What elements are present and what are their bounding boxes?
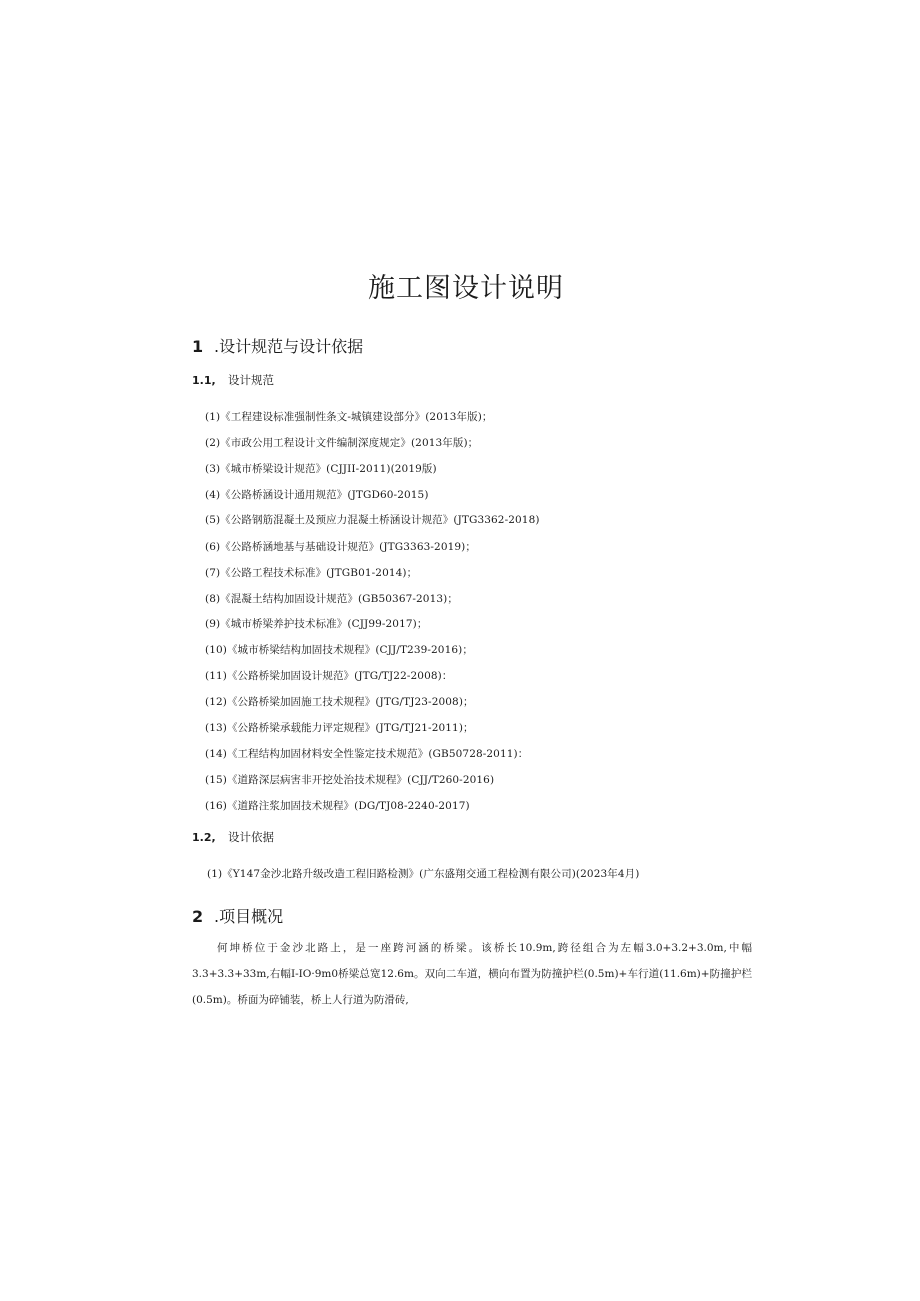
- list-item: (4)《公路桥涵设计通用规范》(JTGD60-2015): [205, 489, 429, 501]
- list-item: (12)《公路桥梁加固施工技术规程》(JTG/TJ23-2008)；: [205, 696, 474, 708]
- list-item: (6)《公路桥涵地基与基础设计规范》(JTG3363-2019)；: [205, 541, 476, 553]
- section-1-title: .设计规范与设计依据: [214, 337, 364, 356]
- list-item: (14)《工程结构加固材料安全性鉴定技术规范》(GB50728-2011)：: [205, 748, 529, 760]
- list-item: (2)《市政公用工程设计文件编制深度规定》(2013年版)；: [205, 437, 479, 449]
- list-item: (16)《道路注浆加固技术规程》(DG/TJ08-2240-2017): [205, 800, 470, 812]
- list-item: (8)《混凝土结构加固设计规范》(GB50367-2013)；: [205, 593, 458, 605]
- section-2-number: 2: [192, 907, 204, 926]
- subsection-1-1-heading: [192, 372, 274, 388]
- subsection-1-2-heading: [192, 829, 274, 845]
- list-item: (1)《工程建设标准强制性条文-城镇建设部分》(2013年版)；: [205, 411, 493, 423]
- list-item: (3)《城市桥梁设计规范》(CJJII-2011)(2019版): [205, 463, 437, 475]
- list-item: (1)《Y147金沙北路升级改造工程旧路检测》(广东盛翔交通工程检测有限公司)(2023年4月): [207, 868, 640, 880]
- subsection-1-2-number: 1.2,: [192, 831, 216, 844]
- subsection-1-2-title: 设计依据: [228, 830, 274, 844]
- list-item: (9)《城市桥梁养护技术标准》(CJJ99-2017)；: [205, 618, 428, 630]
- subsection-1-1-title: 设计规范: [228, 373, 274, 387]
- list-item: (13)《公路桥梁承载能力评定规程》(JTG/TJ21-2011)；: [205, 722, 474, 734]
- list-item: (5)《公路钢筋混凝土及预应力混凝土桥涵设计规范》(JTG3362-2018): [205, 514, 540, 526]
- subsection-1-1-number: 1.1,: [192, 374, 216, 387]
- list-item: (10)《城市桥梁结构加固技术规程》(CJJ/T239-2016)；: [205, 644, 473, 656]
- section-1-number: 1: [192, 337, 204, 356]
- list-item: (7)《公路工程技术标准》(JTGB01-2014)；: [205, 567, 418, 579]
- list-item: (11)《公路桥梁加固设计规范》(JTG/TJ22-2008)：: [205, 670, 453, 682]
- list-item: (15)《道路深层病害非开挖处治技术规程》(CJJ/T260-2016): [205, 774, 495, 786]
- document-title: 施工图设计说明: [368, 273, 564, 304]
- section-2-heading: [192, 904, 283, 927]
- project-overview-paragraph: 何坤桥位于金沙北路上，是一座跨河涵的桥梁。该桥长10.9m,跨径组合为左幅3.0+3.2+3.0m,中幅3.3+3.3+33m,右幅I-IO·9m0桥梁总宽12.6m。双向二车道，横向布置为防撞护栏(0.5m)+车行道(11.6m)+防撞护栏(0.5m)。桥面为碎铺装，桥上人行道为防滑砖,: [192, 942, 752, 1006]
- section-2-title: .项目概况: [214, 907, 284, 926]
- section-1-heading: [192, 334, 363, 357]
